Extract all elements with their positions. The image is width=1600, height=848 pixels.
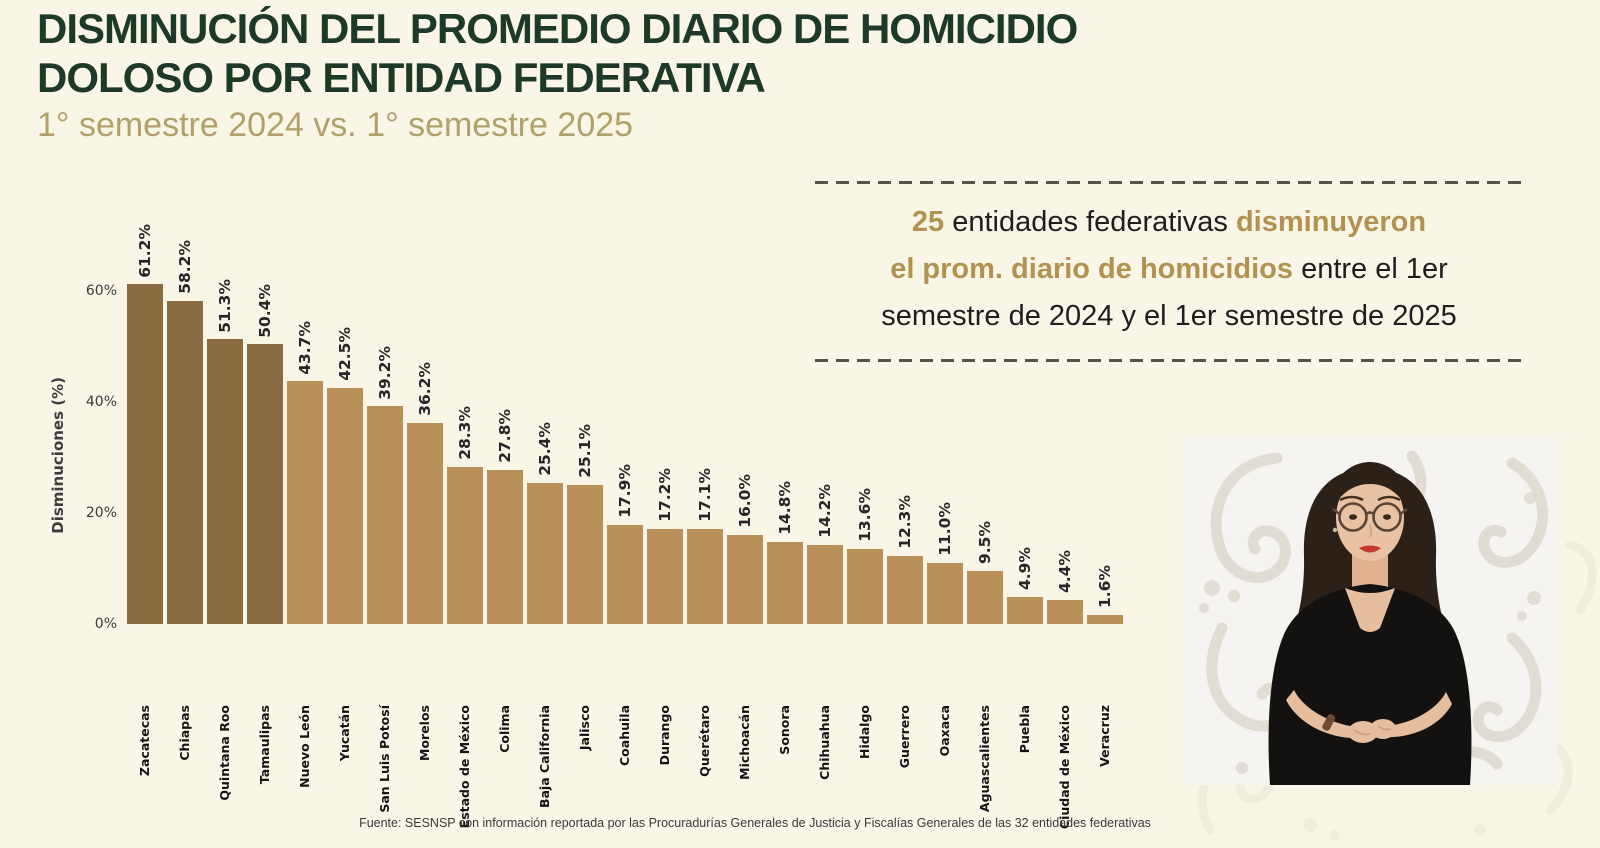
bar-value-label: 51.3% <box>216 278 234 333</box>
bar-category-label: Tamaulipas <box>257 705 272 785</box>
bar <box>167 301 203 624</box>
bar-column <box>845 194 885 759</box>
bar-value-label: 17.9% <box>616 463 634 518</box>
bar-category-label: Michoacán <box>737 705 752 780</box>
bar <box>287 381 323 624</box>
bar-column <box>445 194 485 829</box>
bar-value-label: 50.4% <box>256 283 274 338</box>
interpreter-illustration <box>1182 438 1557 785</box>
bar-value-label: 36.2% <box>416 362 434 417</box>
bar-value-label: 4.4% <box>1056 549 1074 593</box>
bar <box>1047 600 1083 624</box>
bar-column <box>205 194 245 801</box>
bar <box>767 542 803 624</box>
bar-category-label: Durango <box>657 705 672 766</box>
bar-column <box>1085 194 1125 767</box>
bar-category-label: Zacatecas <box>137 705 152 777</box>
callout-plain-text: entre el 1er <box>1293 253 1448 285</box>
bar <box>1087 615 1123 624</box>
bar <box>647 529 683 624</box>
bar-category-label: Morelos <box>417 705 432 761</box>
bar-column <box>765 194 805 755</box>
bar-value-label: 25.1% <box>576 423 594 478</box>
bar-category-label: San Luis Potosí <box>377 705 392 813</box>
bar-category-label: Querétaro <box>697 705 712 777</box>
nose <box>1370 524 1371 537</box>
bar-column <box>485 194 525 753</box>
bar <box>927 563 963 624</box>
bar-column <box>125 194 165 777</box>
bar <box>967 571 1003 624</box>
bar-category-label: Puebla <box>1017 705 1032 754</box>
source-note: Fuente: SESNSP con información reportada por las Procuradurías Generales de Justicia y Fiscalías Generales de las 32 entidades federativas <box>359 816 1151 830</box>
bar-value-label: 4.9% <box>1016 546 1034 590</box>
eye-left <box>1349 514 1357 520</box>
callout-highlight-text: 25 <box>911 206 945 238</box>
y-axis-label: Disminuciones (%) <box>49 376 67 534</box>
bar <box>567 485 603 624</box>
bar-column <box>405 194 445 761</box>
bar-column <box>325 194 365 762</box>
bar-category-label: Yucatán <box>337 705 352 762</box>
bar-category-label: Estado de México <box>457 705 472 829</box>
callout-highlight-text: disminuyeron <box>1235 206 1427 238</box>
bar-column <box>565 194 605 751</box>
page-subtitle: 1° semestre 2024 vs. 1° semestre 2025 <box>37 106 634 144</box>
bar-column <box>1005 194 1045 754</box>
bar <box>207 339 243 624</box>
bar-category-label: Oaxaca <box>937 705 952 757</box>
page-title <box>37 4 1077 102</box>
bar-column <box>285 194 325 788</box>
bar-category-label: Chihuahua <box>817 705 832 780</box>
bar-value-label: 1.6% <box>1096 565 1114 609</box>
bar-value-label: 43.7% <box>296 320 314 375</box>
bar-column <box>165 194 205 761</box>
bar-value-label: 17.2% <box>656 467 674 522</box>
bar-column <box>965 194 1005 813</box>
eye-right <box>1383 514 1391 520</box>
bar <box>127 284 163 624</box>
page-title-line1: DISMINUCIÓN DEL PROMEDIO DIARIO DE HOMICIDIO <box>37 5 1078 52</box>
bar-category-label: Jalisco <box>577 705 592 751</box>
callout-plain-text: entidades federativas <box>944 206 1236 238</box>
callout-highlight-text: el prom. diario de homicidios <box>890 253 1294 285</box>
bar <box>487 470 523 624</box>
bar-value-label: 25.4% <box>536 422 554 477</box>
bar-column <box>365 194 405 813</box>
bar <box>327 388 363 624</box>
bar <box>847 549 883 624</box>
bar-value-label: 27.8% <box>496 408 514 463</box>
bar-value-label: 42.5% <box>336 327 354 382</box>
bar-column <box>605 194 645 766</box>
earring <box>1333 528 1337 532</box>
bar-value-label: 12.3% <box>896 494 914 549</box>
bar <box>527 483 563 624</box>
bar-value-label: 28.3% <box>456 406 474 460</box>
bar-category-label: Hidalgo <box>857 705 872 759</box>
bar-value-label: 17.1% <box>696 468 714 523</box>
bar-value-label: 14.8% <box>776 481 794 535</box>
y-axis-tick-label: 60% <box>85 283 117 299</box>
bar-value-label: 14.2% <box>816 484 834 539</box>
bar-category-label: Nuevo León <box>297 705 312 788</box>
page-title-line2: DOLOSO POR ENTIDAD FEDERATIVA <box>37 54 765 101</box>
bar <box>1007 597 1043 624</box>
bar-column <box>525 194 565 809</box>
bar-column <box>1045 194 1085 830</box>
bar-column <box>805 194 845 780</box>
y-axis-tick-label: 0% <box>94 616 117 632</box>
bar-column <box>685 194 725 777</box>
bar-value-label: 61.2% <box>136 223 154 278</box>
bar-value-label: 11.0% <box>936 502 954 556</box>
bar-category-label: Guerrero <box>897 705 912 769</box>
bar-category-label: Aguascalientes <box>977 705 992 813</box>
bar <box>727 535 763 624</box>
bar <box>367 406 403 624</box>
bar <box>807 545 843 624</box>
y-axis-tick-label: 20% <box>85 505 117 521</box>
bar-value-label: 39.2% <box>376 345 394 400</box>
bar-value-label: 9.5% <box>976 521 994 565</box>
bar <box>407 423 443 624</box>
bar <box>607 525 643 624</box>
bar-category-label: Ciudad de México <box>1057 705 1072 830</box>
bar-column <box>885 194 925 769</box>
bar-category-label: Coahuila <box>617 705 632 766</box>
bar-category-label: Colima <box>497 705 512 753</box>
callout-plain-text: semestre de 2024 y el 1er semestre de 2025 <box>881 300 1457 332</box>
bar-category-label: Chiapas <box>177 705 192 761</box>
bar-category-label: Quintana Roo <box>217 705 232 801</box>
bar <box>887 556 923 624</box>
y-axis-ticks <box>55 194 117 632</box>
bar-value-label: 16.0% <box>736 474 754 529</box>
bar-column <box>645 194 685 766</box>
bar-column <box>245 194 285 785</box>
bar-value-label: 13.6% <box>856 487 874 542</box>
bar <box>447 467 483 624</box>
bar-value-label: 58.2% <box>176 240 194 294</box>
bar-column <box>925 194 965 757</box>
bar-category-label: Veracruz <box>1097 705 1112 767</box>
bar-column <box>725 194 765 780</box>
bar-category-label: Baja California <box>537 705 552 809</box>
y-axis-tick-label: 40% <box>85 394 117 410</box>
bar <box>687 529 723 624</box>
bar <box>247 344 283 624</box>
bar-category-label: Sonora <box>777 705 792 755</box>
sign-language-interpreter-video <box>1182 438 1557 785</box>
